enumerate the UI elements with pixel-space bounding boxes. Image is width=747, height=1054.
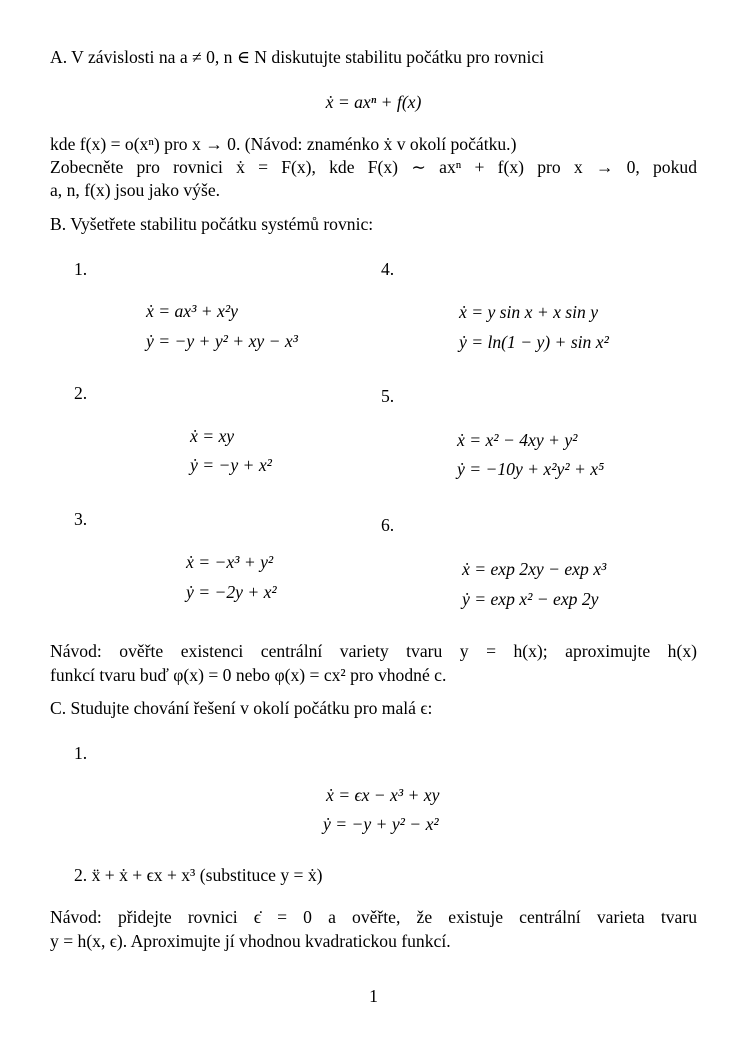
- system-5-eq-x: ẋ = x² − 4xy + y²: [457, 430, 578, 450]
- section-b-hint-line-1: Návod: ověřte existenci centrální variety tvaru y = h(x); aproximujte h(x): [50, 641, 697, 661]
- system-6-number: 6.: [381, 515, 395, 535]
- system-5-number: 5.: [381, 386, 395, 406]
- system-4-number: 4.: [381, 259, 395, 279]
- system-3-eq-y: ẏ = −2y + x²: [186, 582, 277, 602]
- section-c-item-1-number: 1.: [74, 743, 88, 763]
- section-c-hint-line-2: y = h(x, ϵ). Aproximujte jí vhodnou kvadratickou funkcí.: [50, 931, 451, 951]
- section-a-line-2: kde f(x) = o(xⁿ) pro x → 0. (Návod: znaménko ẋ v okolí počátku.): [50, 134, 517, 154]
- system-3-eq-x: ẋ = −x³ + y²: [186, 552, 274, 572]
- system-4-eq-y: ẏ = ln(1 − y) + sin x²: [459, 332, 609, 352]
- page-number: 1: [369, 986, 378, 1006]
- system-1-eq-x: ẋ = ax³ + x²y: [146, 301, 238, 321]
- section-c-hint-line-1: Návod: přidejte rovnici ϵ̇ = 0 a ověřte, že existuje centrální varieta tvaru: [50, 907, 697, 927]
- system-5-eq-y: ẏ = −10y + x²y² + x⁵: [457, 459, 605, 479]
- section-c-item-2: 2. ẍ + ẋ + ϵx + x³ (substituce y = ẋ): [74, 865, 323, 885]
- system-3-number: 3.: [74, 509, 88, 529]
- system-2-eq-x: ẋ = xy: [190, 426, 235, 446]
- section-c-item-1-eq-y: ẏ = −y + y² − x²: [323, 814, 439, 834]
- section-a-line-1: A. V závislosti na a ≠ 0, n ∈ N diskutujte stabilitu počátku pro rovnici: [50, 47, 545, 67]
- section-a-line-4: a, n, f(x) jsou jako výše.: [50, 180, 221, 200]
- system-2-eq-y: ẏ = −y + x²: [190, 455, 272, 475]
- section-c-heading: C. Studujte chování řešení v okolí počátku pro malá ϵ:: [50, 698, 433, 718]
- section-b-heading: B. Vyšetřete stabilitu počátku systémů rovnic:: [50, 214, 374, 234]
- system-2-number: 2.: [74, 383, 88, 403]
- section-a-equation: ẋ = axⁿ + f(x): [325, 92, 422, 112]
- system-6-eq-y: ẏ = exp x² − exp 2y: [462, 589, 599, 609]
- section-c-item-1-eq-x: ẋ = ϵx − x³ + xy: [326, 785, 440, 805]
- system-6-eq-x: ẋ = exp 2xy − exp x³: [462, 559, 607, 579]
- section-a-line-3: Zobecněte pro rovnici ẋ = F(x), kde F(x) ∼ axⁿ + f(x) pro x → 0, pokud: [50, 157, 697, 177]
- system-1-eq-y: ẏ = −y + y² + xy − x³: [146, 331, 298, 351]
- section-b-hint-line-2: funkcí tvaru buď φ(x) = 0 nebo φ(x) = cx² pro vhodné c.: [50, 665, 447, 685]
- system-1-number: 1.: [74, 259, 88, 279]
- system-4-eq-x: ẋ = y sin x + x sin y: [459, 302, 599, 322]
